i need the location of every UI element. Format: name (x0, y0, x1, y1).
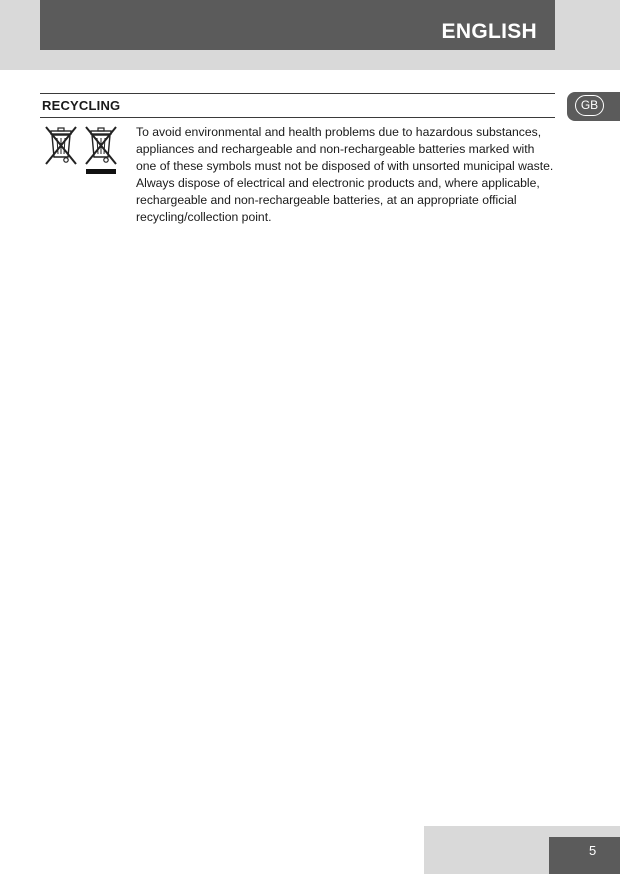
header-bar (40, 0, 555, 50)
section-rule-top (40, 93, 555, 94)
section-title: RECYCLING (42, 98, 121, 113)
recycling-instructions: To avoid environmental and health problems due to hazardous substances, appliances and rechargeable and non-rechargeable batteries marked with one of these symbols must not be disposed of with unsorted municipal waste. Always dispose of electrical and electronic products and, where applicable, rechargeable and non-rechargeable batteries, at an appropriate official recycling/collection point. (136, 125, 554, 224)
page-number: 5 (589, 843, 597, 858)
language-title: ENGLISH (441, 20, 537, 43)
section-rule-bottom (40, 117, 555, 118)
language-tab (567, 92, 620, 121)
recycling-symbols (44, 124, 120, 176)
crossed-out-wheelie-bin-icon (44, 124, 78, 176)
crossed-out-wheelie-bin-with-bar-icon (84, 124, 118, 176)
page-number-box (549, 837, 620, 874)
language-code-badge: GB (575, 95, 604, 116)
